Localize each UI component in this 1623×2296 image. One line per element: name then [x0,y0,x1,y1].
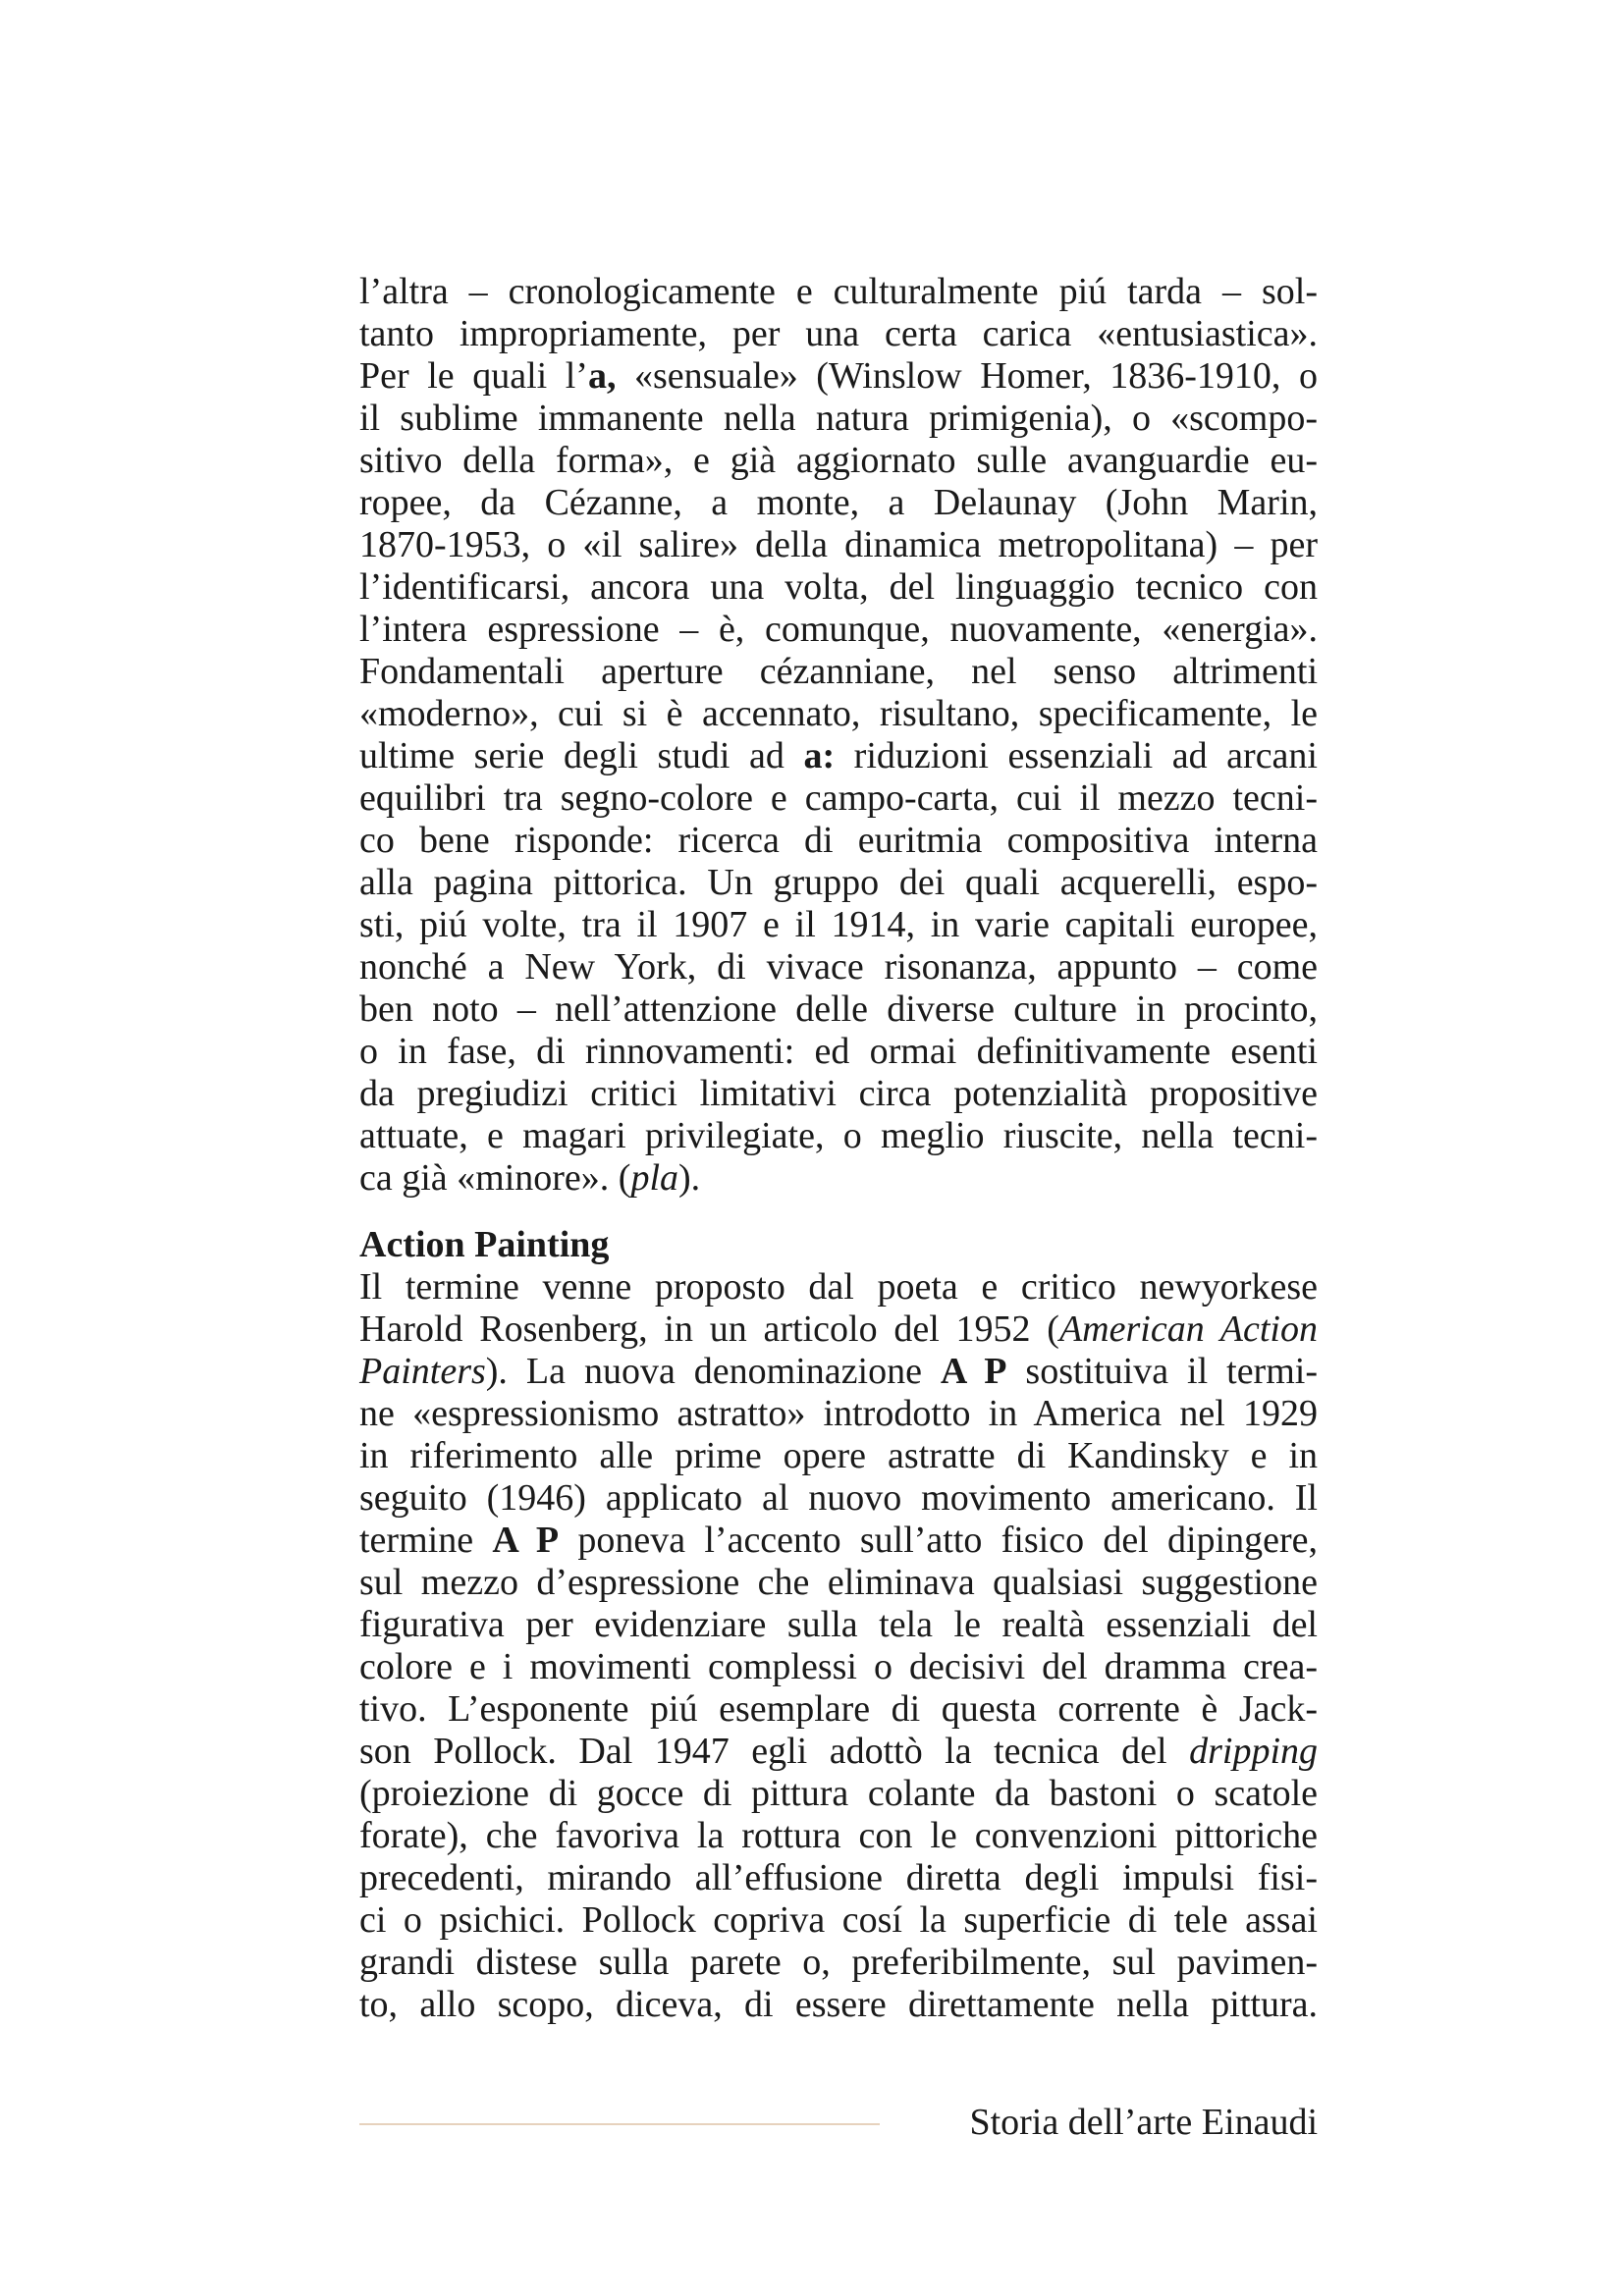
text-line: ne «espressionismo astratto» introdotto in America nel 1929 [359,1393,1318,1434]
text-line: Il termine venne proposto dal poeta e critico newyorkese [359,1266,1318,1308]
text-line: attuate, e magari privilegiate, o meglio riuscite, nella tecni- [359,1115,1318,1156]
text-line: 1870-1953, o «il salire» della dinamica metropolitana) – per [359,524,1318,565]
footer-rule [359,2123,880,2125]
text-line: l’intera espressione – è, comunque, nuovamente, «energia». [359,609,1318,650]
text-line: «moderno», cui si è accennato, risultano, specificamente, le [359,693,1318,734]
text-line: ca già «minore». (pla). [359,1157,701,1199]
text-line: Fondamentali aperture cézanniane, nel senso altrimenti [359,651,1318,692]
text-line: nonché a New York, di vivace risonanza, appunto – come [359,946,1318,988]
text-line: ci o psichici. Pollock copriva cosí la superficie di tele assai [359,1899,1318,1941]
page-footer [359,2101,1318,2150]
text-line: sti, piú volte, tra il 1907 e il 1914, in varie capitali europee, [359,904,1318,945]
text-line: Painters). La nuova denominazione A P sostituiva il termi- [359,1351,1318,1392]
text-line: termine A P poneva l’accento sull’atto fisico del dipingere, [359,1520,1318,1561]
text-line: tivo. L’esponente piú esemplare di questa corrente è Jack- [359,1688,1318,1730]
text-line: il sublime immanente nella natura primigenia), o «scompo- [359,398,1318,439]
text-line: equilibri tra segno-colore e campo-carta, cui il mezzo tecni- [359,777,1318,819]
text-line: ben noto – nell’attenzione delle diverse culture in procinto, [359,988,1318,1030]
text-line: Per le quali l’a, «sensuale» (Winslow Homer, 1836-1910, o [359,355,1318,397]
text-line: to, allo scopo, diceva, di essere direttamente nella pittura. [359,1984,1318,2025]
footer-publication-title: Storia dell’arte Einaudi [969,2102,1318,2143]
text-line: seguito (1946) applicato al nuovo movimento americano. Il [359,1477,1318,1519]
text-line: alla pagina pittorica. Un gruppo dei quali acquerelli, espo- [359,862,1318,903]
text-column [359,271,1318,2026]
text-line: ultime serie degli studi ad a: riduzioni essenziali ad arcani [359,735,1318,776]
text-line: Harold Rosenberg, in un articolo del 1952 (American Action [359,1308,1318,1350]
text-line: in riferimento alle prime opere astratte di Kandinsky e in [359,1435,1318,1476]
text-line: l’identificarsi, ancora una volta, del linguaggio tecnico con [359,566,1318,608]
text-line: (proiezione di gocce di pittura colante da bastoni o scatole [359,1773,1318,1814]
entry-continuation-text [359,271,1318,1200]
text-line: ropee, da Cézanne, a monte, a Delaunay (John Marin, [359,482,1318,523]
text-line: figurativa per evidenziare sulla tela le realtà essenziali del [359,1604,1318,1645]
text-line: l’altra – cronologicamente e culturalmente piú tarda – sol- [359,271,1318,312]
text-line: forate), che favoriva la rottura con le convenzioni pittoriche [359,1815,1318,1856]
text-line: o in fase, di rinnovamenti: ed ormai definitivamente esenti [359,1031,1318,1072]
text-line: sitivo della forma», e già aggiornato sulle avanguardie eu- [359,440,1318,481]
entry-heading: Action Painting [359,1224,610,1265]
text-line: grandi distese sulla parete o, preferibilmente, sul pavimen- [359,1942,1318,1983]
text-line: colore e i movimenti complessi o decisivi del dramma crea- [359,1646,1318,1687]
text-line: tanto impropriamente, per una certa carica «entusiastica». [359,313,1318,354]
text-line: da pregiudizi critici limitativi circa potenzialità propositive [359,1073,1318,1114]
entry-body-text [359,1266,1318,2026]
text-line: sul mezzo d’espressione che eliminava qualsiasi suggestione [359,1562,1318,1603]
text-line: precedenti, mirando all’effusione diretta degli impulsi fisi- [359,1857,1318,1898]
text-line: son Pollock. Dal 1947 egli adottò la tecnica del dripping [359,1731,1318,1772]
text-line: co bene risponde: ricerca di euritmia compositiva interna [359,820,1318,861]
